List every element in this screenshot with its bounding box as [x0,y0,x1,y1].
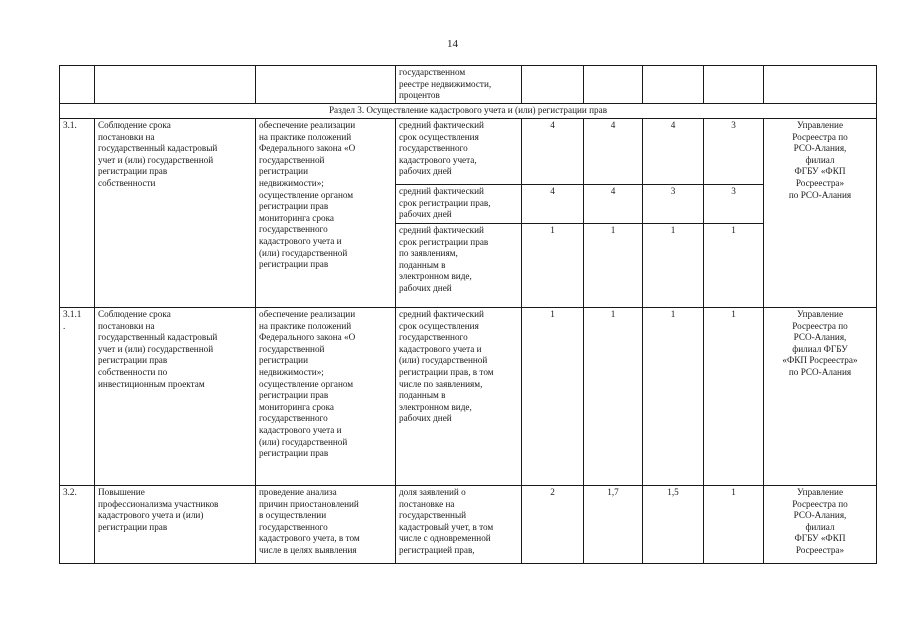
measure-action: обеспечение реализации на практике положений Федерального закона «О государственной регистрации недвижимости»; осуществление органом регистрации прав мониторинга срока государственного кадастрового учета и (или) государственной регистрации прав [256,119,396,308]
cell-empty [256,66,396,104]
value-cell: 1 [704,486,764,564]
row-number: 3.1. [60,119,95,308]
indicator-text: средний фактический срок осуществления государственного кадастрового учета и (или) государственной регистрации прав, в том числе по заявлениям, поданным в электронном виде, рабочих дней [396,308,522,486]
indicator-text: государственном реестре недвижимости, процентов [396,66,522,104]
cell-empty [95,66,256,104]
value-cell: 4 [522,119,584,185]
value-cell: 1 [584,224,643,308]
cell-empty [764,66,877,104]
table-row [60,308,877,486]
responsible-org: Управление Росреестра по РСО-Алания, филиал ФГБУ «ФКП Росреестра» по РСО-Алания [764,119,877,308]
value-cell: 1 [584,308,643,486]
cell-empty [704,66,764,104]
value-cell: 1 [643,308,704,486]
cell-empty [60,66,95,104]
responsible-org: Управление Росреестра по РСО-Алания, филиал ФГБУ «ФКП Росреестра» по РСО-Алания [764,308,877,486]
measure-name: Соблюдение срока постановки на государственный кадастровый учет и (или) государственной регистрации прав собственности [95,119,256,308]
value-cell: 3 [643,185,704,224]
value-cell: 1 [643,224,704,308]
indicator-text: средний фактический срок регистрации прав по заявлениям, поданным в электронном виде, рабочих дней [396,224,522,308]
page-number: 14 [447,38,458,50]
table-row [60,66,877,104]
section-row [60,104,877,119]
measure-action: проведение анализа причин приостановлений в осуществлении государственного кадастрового учета, в том числе в целях выявления [256,486,396,564]
value-cell: 4 [643,119,704,185]
cell-empty [584,66,643,104]
value-cell: 1 [704,308,764,486]
value-cell: 1 [522,224,584,308]
value-cell: 1,7 [584,486,643,564]
row-number: 3.1.1 . [60,308,95,486]
value-cell: 2 [522,486,584,564]
value-cell: 3 [704,119,764,185]
value-cell: 4 [522,185,584,224]
indicator-text: средний фактический срок регистрации прав, рабочих дней [396,185,522,224]
value-cell: 4 [584,119,643,185]
measures-table [59,65,877,564]
section-title: Раздел 3. Осуществление кадастрового учета и (или) регистрации прав [60,104,877,119]
indicator-text: доля заявлений о постановке на государственный кадастровый учет, в том числе с одновременной регистрацией прав, [396,486,522,564]
responsible-org: Управление Росреестра по РСО-Алания, филиал ФГБУ «ФКП Росреестра» [764,486,877,564]
measure-action: обеспечение реализации на практике положений Федерального закона «О государственной регистрации недвижимости»; осуществление органом регистрации прав мониторинга срока государственного кадастрового учета и (или) государственной регистрации прав [256,308,396,486]
value-cell: 3 [704,185,764,224]
table-row [60,119,877,185]
cell-empty [643,66,704,104]
measure-name: Повышение профессионализма участников кадастрового учета и (или) регистрации прав [95,486,256,564]
value-cell: 1 [704,224,764,308]
value-cell: 4 [584,185,643,224]
cell-empty [522,66,584,104]
table-row [60,486,877,564]
value-cell: 1,5 [643,486,704,564]
indicator-text: средний фактический срок осуществления государственного кадастрового учета, рабочих дней [396,119,522,185]
measure-name: Соблюдение срока постановки на государственный кадастровый учет и (или) государственной регистрации прав собственности по инвестиционным проектам [95,308,256,486]
row-number: 3.2. [60,486,95,564]
value-cell: 1 [522,308,584,486]
